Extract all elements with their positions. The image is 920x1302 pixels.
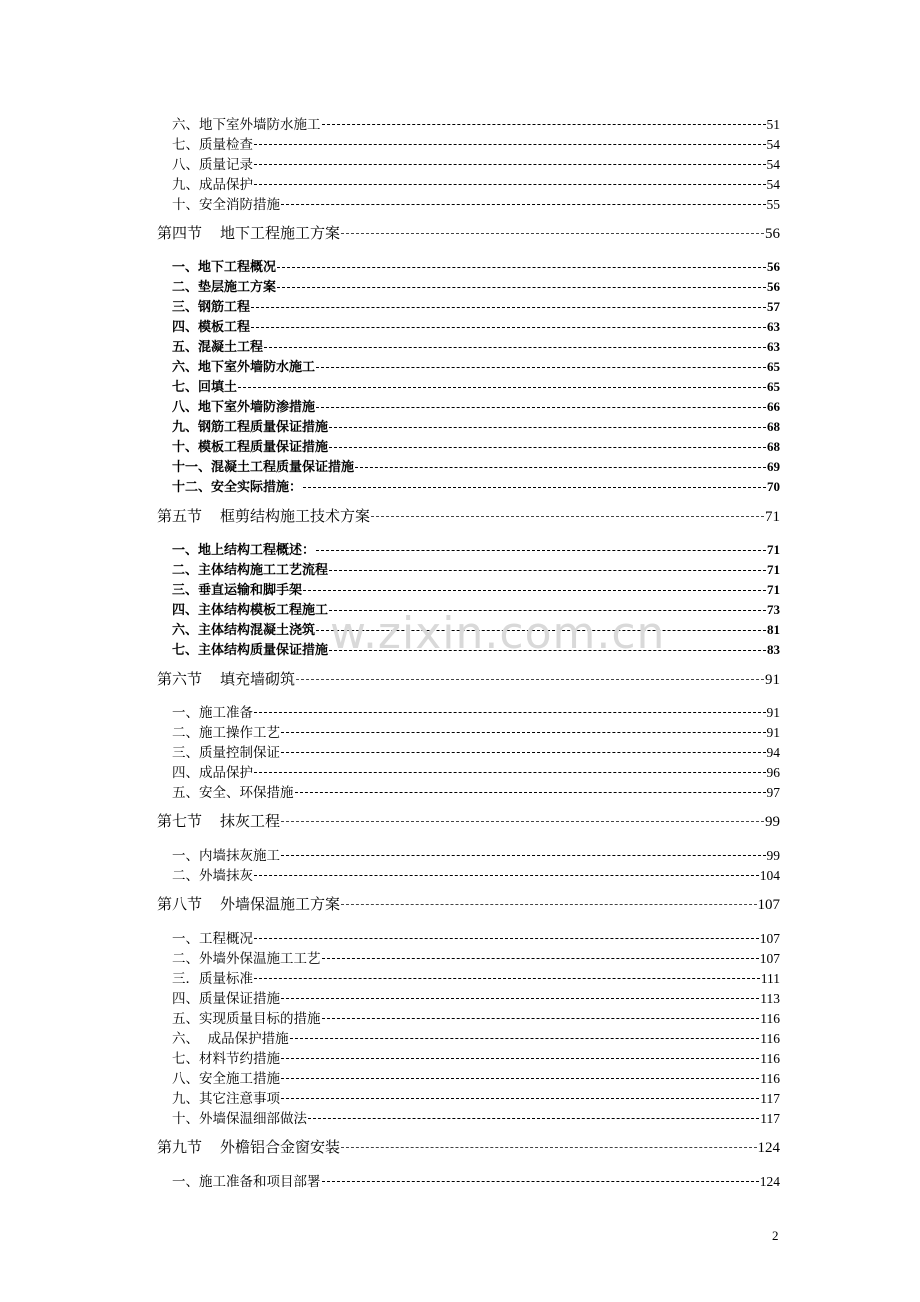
toc-entry-page: 57 [767,299,780,314]
toc-entry-page: 63 [767,319,780,334]
toc-entry-page: 56 [767,259,780,274]
toc-leader [308,1118,759,1119]
toc-entry-title: 七、材料节约措施 [172,1051,280,1067]
toc-entry-page: 66 [767,399,780,414]
toc-entry-page: 104 [759,868,780,883]
toc-leader [281,821,764,822]
toc-entry[interactable] [172,701,780,721]
toc-entry[interactable] [172,559,780,579]
watermark: w.zixin.com.cn [330,608,666,659]
toc-entry[interactable] [172,619,780,639]
toc-entry[interactable] [172,864,780,884]
toc-entry-title: 二、外墙外保温施工工艺 [172,951,321,967]
toc-leader [254,772,766,773]
toc-entry-page: 71 [767,582,780,597]
toc-entry-title: 三、质量控制保证 [172,745,280,761]
toc-leader [281,1058,759,1059]
toc-entry-page: 54 [766,177,780,192]
toc-entry[interactable] [172,356,780,376]
toc-section-page: 56 [765,226,780,242]
toc-entry-title: 八、安全施工措施 [172,1071,280,1087]
toc-entry-page: 68 [767,439,780,454]
toc-leader [251,307,766,308]
toc-entry[interactable] [172,396,780,416]
toc-leader [296,679,764,680]
toc-entry-page: 97 [766,785,780,800]
toc-entry-title: 六、地下室外墙防水施工 [172,360,316,375]
toc-section-page: 107 [757,897,780,913]
toc-entry-page: 54 [766,157,780,172]
toc-leader [329,447,766,448]
toc-entry-page: 99 [766,848,780,863]
toc-entry-page: 83 [767,642,780,657]
toc-entry[interactable] [172,1027,780,1047]
toc-section[interactable] [157,1136,780,1158]
toc-section[interactable] [157,222,780,244]
toc-entry[interactable] [172,1007,780,1027]
toc-entry[interactable] [172,947,780,967]
toc-leader [341,904,756,905]
toc-leader [329,570,766,571]
toc-entry[interactable] [172,1107,780,1127]
toc-entry[interactable] [172,336,780,356]
toc-leader [316,407,766,408]
toc-entry-title: 七、主体结构质量保证措施 [172,643,329,658]
toc-entry-title: 一、地上结构工程概述： [172,543,316,558]
toc-entry-title: 六、地下室外墙防水施工 [172,117,321,133]
toc-entry-title: 八、地下室外墙防渗措施 [172,400,316,415]
toc-entry-title: 三、垂直运输和脚手架 [172,583,303,598]
toc-entry[interactable] [172,927,780,947]
toc-section-title: 地下工程施工方案 [220,224,341,242]
toc-section-page: 91 [765,672,780,688]
toc-entry[interactable] [172,1170,780,1190]
toc-leader [254,978,760,979]
toc-leader [316,630,766,631]
toc-entry-title: 九、成品保护 [172,177,253,193]
toc-entry[interactable] [172,987,780,1007]
toc-entry-title: 七、质量检查 [172,137,253,153]
toc-entry-title: 九、其它注意事项 [172,1091,280,1107]
toc-entry-title: 一、内墙抹灰施工 [172,848,280,864]
toc-leader [329,610,766,611]
toc-entry-page: 116 [760,1051,780,1066]
toc-entry[interactable] [172,721,780,741]
toc-section-page: 99 [765,814,780,830]
toc-leader [281,1098,759,1099]
toc-entry[interactable] [172,456,780,476]
toc-entry-title: 五、实现质量目标的措施 [172,1011,321,1027]
toc-entry-page: 116 [760,1071,780,1086]
toc-section-page: 124 [757,1140,780,1156]
toc-entry[interactable] [172,173,780,193]
toc-entry-page: 81 [767,622,780,637]
toc-entry[interactable] [172,416,780,436]
toc-entry-page: 116 [760,1011,780,1026]
toc-section-label: 第九节 [157,1138,203,1156]
toc-entry[interactable] [172,599,780,619]
toc-entry-title: 四、成品保护 [172,765,253,781]
toc-entry[interactable] [172,844,780,864]
toc-entry-page: 65 [767,379,780,394]
toc-entry[interactable] [172,316,780,336]
toc-entry-title: 一、地下工程概况 [172,260,277,275]
toc-entry-page: 124 [759,1174,780,1189]
toc-entry-title: 十、安全消防措施 [172,197,280,213]
toc-entry[interactable] [172,133,780,153]
toc-leader [329,427,766,428]
toc-entry-page: 107 [759,931,780,946]
toc-entry-title: 二、垫层施工方案 [172,280,277,295]
toc-leader [316,367,766,368]
toc-leader [281,1078,759,1079]
toc-entry[interactable] [172,539,780,559]
toc-leader [303,590,766,591]
toc-entry[interactable] [172,761,780,781]
toc-entry-title: 四、模板工程 [172,320,251,335]
toc-leader [281,752,766,753]
toc-entry[interactable] [172,1047,780,1067]
toc-entry-title: 五、混凝土工程 [172,340,264,355]
toc-entry-page: 69 [767,459,780,474]
toc-leader [341,1147,756,1148]
toc-entry[interactable] [172,436,780,456]
toc-entry[interactable] [172,1087,780,1107]
toc-entry[interactable] [172,256,780,276]
toc-entry-page: 71 [767,542,780,557]
toc-section-label: 第六节 [157,670,203,688]
toc-entry[interactable] [172,781,780,801]
toc-leader [322,1181,759,1182]
toc-section[interactable] [157,668,780,690]
toc-entry[interactable] [172,193,780,213]
toc-entry-page: 91 [766,725,780,740]
toc-entry-title: 二、外墙抹灰 [172,868,253,884]
toc-entry-title: 四、主体结构模板工程施工 [172,603,329,618]
toc-entry-title: 四、质量保证措施 [172,991,280,1007]
toc-leader [322,958,759,959]
toc-entry-page: 94 [766,745,780,760]
toc-entry-title: 二、施工操作工艺 [172,725,280,741]
toc-leader [281,204,766,205]
toc-leader [322,124,766,125]
toc-section-title: 外檐铝合金窗安装 [220,1138,341,1156]
toc-section-label: 第四节 [157,224,203,242]
toc-entry-title: 一、工程概况 [172,931,253,947]
toc-entry-title: 六、 成品保护措施 [172,1031,289,1047]
toc-entry-page: 54 [766,137,780,152]
toc-entry-title: 十、模板工程质量保证措施 [172,440,329,455]
toc-entry-title: 十一、混凝土工程质量保证措施 [172,460,355,475]
toc-leader [254,712,766,713]
toc-entry-title: 三、钢筋工程 [172,300,251,315]
toc-entry-title: 八、质量记录 [172,157,253,173]
toc-leader [277,267,766,268]
toc-leader [277,287,766,288]
toc-entry-title: 十二、安全实际措施： [172,480,303,495]
toc-entry-page: 117 [760,1091,780,1106]
toc-section[interactable] [157,810,780,832]
toc-section-title: 抹灰工程 [220,812,281,830]
toc-entry-page: 70 [767,479,780,494]
toc-leader [254,875,759,876]
toc-entry[interactable] [172,967,780,987]
toc-entry[interactable] [172,276,780,296]
toc-entry[interactable] [172,741,780,761]
toc-entry-title: 七、回填土 [172,380,238,395]
toc-leader [281,855,766,856]
toc-section[interactable] [157,893,780,915]
toc-entry[interactable] [172,476,780,496]
toc-entry-page: 65 [767,359,780,374]
toc-entry[interactable] [172,1067,780,1087]
toc-entry-page: 113 [760,991,780,1006]
toc-entry-page: 96 [766,765,780,780]
toc-section-title: 填充墙砌筑 [220,670,296,688]
toc-section-title: 外墙保温施工方案 [220,895,341,913]
toc-leader [281,732,766,733]
toc-leader [322,1018,760,1019]
toc-leader [254,144,766,145]
page-number: 2 [772,1228,779,1243]
toc-entry-title: 三．质量标准 [172,971,253,987]
toc-leader [295,792,766,793]
toc-entry-page: 111 [760,971,780,986]
toc-entry-page: 51 [766,117,780,132]
toc-entry-page: 56 [767,279,780,294]
toc-entry-page: 116 [760,1031,780,1046]
toc-entry-page: 68 [767,419,780,434]
toc-entry-page: 71 [767,562,780,577]
toc-entry-title: 九、钢筋工程质量保证措施 [172,420,329,435]
toc-entry-page: 55 [766,197,780,212]
toc-entry-page: 91 [766,705,780,720]
toc-section-page: 71 [765,509,780,525]
toc-leader [251,327,766,328]
toc-leader [254,164,766,165]
toc-entry[interactable] [172,113,780,133]
toc-entry-page: 73 [767,602,780,617]
toc-entry-page: 107 [759,951,780,966]
toc-entry-title: 六、主体结构混凝土浇筑 [172,623,316,638]
toc-entry-title: 一、施工准备 [172,705,253,721]
toc-entry[interactable] [172,153,780,173]
toc-section-label: 第七节 [157,812,203,830]
toc-leader [281,998,759,999]
toc-entry-title: 一、施工准备和项目部署 [172,1174,321,1190]
toc-leader [329,650,766,651]
toc-section-label: 第八节 [157,895,203,913]
toc-entry-title: 十、外墙保温细部做法 [172,1111,307,1127]
toc-entry-title: 二、主体结构施工工艺流程 [172,563,329,578]
toc-section-title: 框剪结构施工技术方案 [220,507,371,525]
toc-entry-page: 117 [760,1111,780,1126]
toc-section-label: 第五节 [157,507,203,525]
toc-leader [355,467,766,468]
toc-leader [254,184,766,185]
toc-leader [341,233,764,234]
toc-section[interactable] [157,505,780,527]
toc-entry[interactable] [172,296,780,316]
toc-leader [303,487,766,488]
toc-leader [316,550,766,551]
toc-leader [264,347,766,348]
toc-leader [238,387,766,388]
toc-leader [371,516,764,517]
toc-leader [254,938,759,939]
toc-entry[interactable] [172,579,780,599]
toc-entry[interactable] [172,376,780,396]
toc-leader [290,1038,760,1039]
toc-entry[interactable] [172,639,780,659]
toc-entry-page: 63 [767,339,780,354]
toc-entry-title: 五、安全、环保措施 [172,785,294,801]
